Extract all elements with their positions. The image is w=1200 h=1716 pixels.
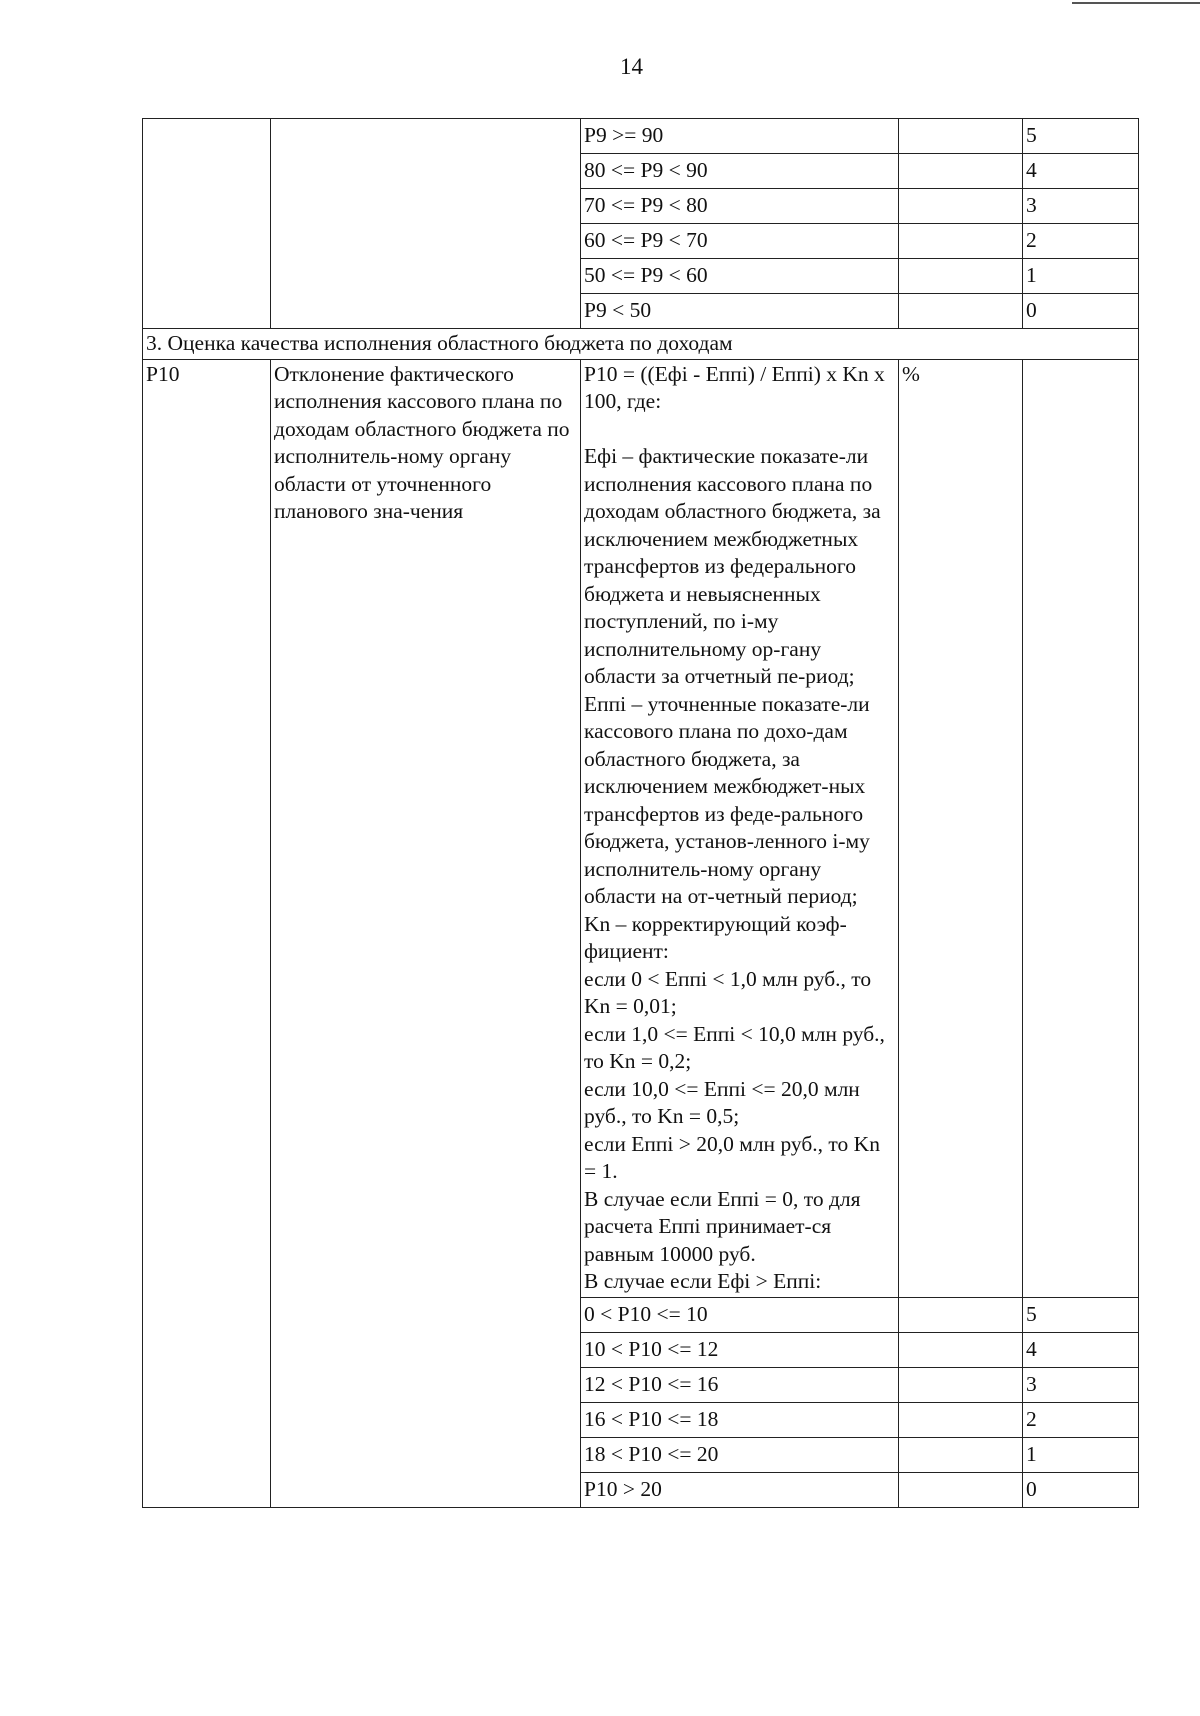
name-cell-empty — [271, 119, 581, 329]
condition-cell: 0 < P10 <= 10 — [581, 1297, 899, 1332]
top-edge-rule — [1072, 2, 1200, 4]
condition-cell: P9 < 50 — [581, 294, 899, 329]
indicator-formula: P10 = ((Eфi - Eппi) / Eппi) x Kn x 100, где: Eфi – фактические показате-ли исполнения кассового плана по доходам областного бюджета, за исключением межбюджетных трансфертов из федерального бюджета и невыясненных поступлений, по i-му исполнительному ор-гану области за отчетный пе-риод; Eппi – уточненные показате-ли кассового плана по дохо-дам областного бюджета, за исключением межбюджет-ных трансфертов из феде-рального бюджета, установ-ленного i-му исполнитель-ному органу области на от-четный период; Kn – корректирующий коэф-фициент: если 0 < Eппi < 1,0 млн руб., то Kn = 0,01; если 1,0 <= Eппi < 10,0 млн руб., то Kn = 0,2; если 10,0 <= Eппi <= 20,0 млн руб., то Kn = 0,5; если Eппi > 20,0 млн руб., то Kn = 1. В случае если Eппi = 0, то для расчета Eппi принимает-ся равным 10000 руб. В случае если Eфi > Eппi: — [581, 359, 899, 1297]
indicator-row-p10 — [143, 359, 1139, 1297]
score-cell: 0 — [1023, 294, 1139, 329]
unit-cell — [899, 189, 1023, 224]
score-cell: 2 — [1023, 224, 1139, 259]
unit-cell — [899, 294, 1023, 329]
criteria-table — [142, 118, 1139, 1508]
unit-cell — [899, 1472, 1023, 1507]
score-cell: 0 — [1023, 1472, 1139, 1507]
code-cell-empty — [143, 119, 271, 329]
condition-cell: 80 <= P9 < 90 — [581, 154, 899, 189]
unit-cell — [899, 224, 1023, 259]
score-cell: 3 — [1023, 189, 1139, 224]
section-heading-row — [143, 329, 1139, 360]
score-cell: 4 — [1023, 154, 1139, 189]
unit-cell — [899, 1367, 1023, 1402]
score-cell: 5 — [1023, 119, 1139, 154]
condition-cell: 16 < P10 <= 18 — [581, 1402, 899, 1437]
unit-cell — [899, 1437, 1023, 1472]
unit-cell — [899, 259, 1023, 294]
score-cell: 2 — [1023, 1402, 1139, 1437]
unit-cell — [899, 154, 1023, 189]
condition-cell: 10 < P10 <= 12 — [581, 1332, 899, 1367]
condition-cell: 70 <= P9 < 80 — [581, 189, 899, 224]
indicator-unit: % — [899, 359, 1023, 1297]
unit-cell — [899, 119, 1023, 154]
score-cell: 3 — [1023, 1367, 1139, 1402]
unit-cell — [899, 1297, 1023, 1332]
page-number: 14 — [620, 54, 643, 79]
score-cell: 1 — [1023, 259, 1139, 294]
indicator-code: P10 — [143, 359, 271, 1507]
indicator-score — [1023, 359, 1139, 1297]
unit-cell — [899, 1402, 1023, 1437]
condition-cell: P9 >= 90 — [581, 119, 899, 154]
score-cell: 5 — [1023, 1297, 1139, 1332]
condition-cell: P10 > 20 — [581, 1472, 899, 1507]
section-title: 3. Оценка качества исполнения областного бюджета по доходам — [143, 329, 1139, 360]
condition-cell: 50 <= P9 < 60 — [581, 259, 899, 294]
condition-cell: 12 < P10 <= 16 — [581, 1367, 899, 1402]
score-cell: 4 — [1023, 1332, 1139, 1367]
unit-cell — [899, 1332, 1023, 1367]
condition-cell: 60 <= P9 < 70 — [581, 224, 899, 259]
indicator-name: Отклонение фактического исполнения кассового плана по доходам областного бюджета по исполнитель-ному органу области от уточненного планового зна-чения — [271, 359, 581, 1507]
condition-cell: 18 < P10 <= 20 — [581, 1437, 899, 1472]
score-cell: 1 — [1023, 1437, 1139, 1472]
table-row — [143, 119, 1139, 154]
